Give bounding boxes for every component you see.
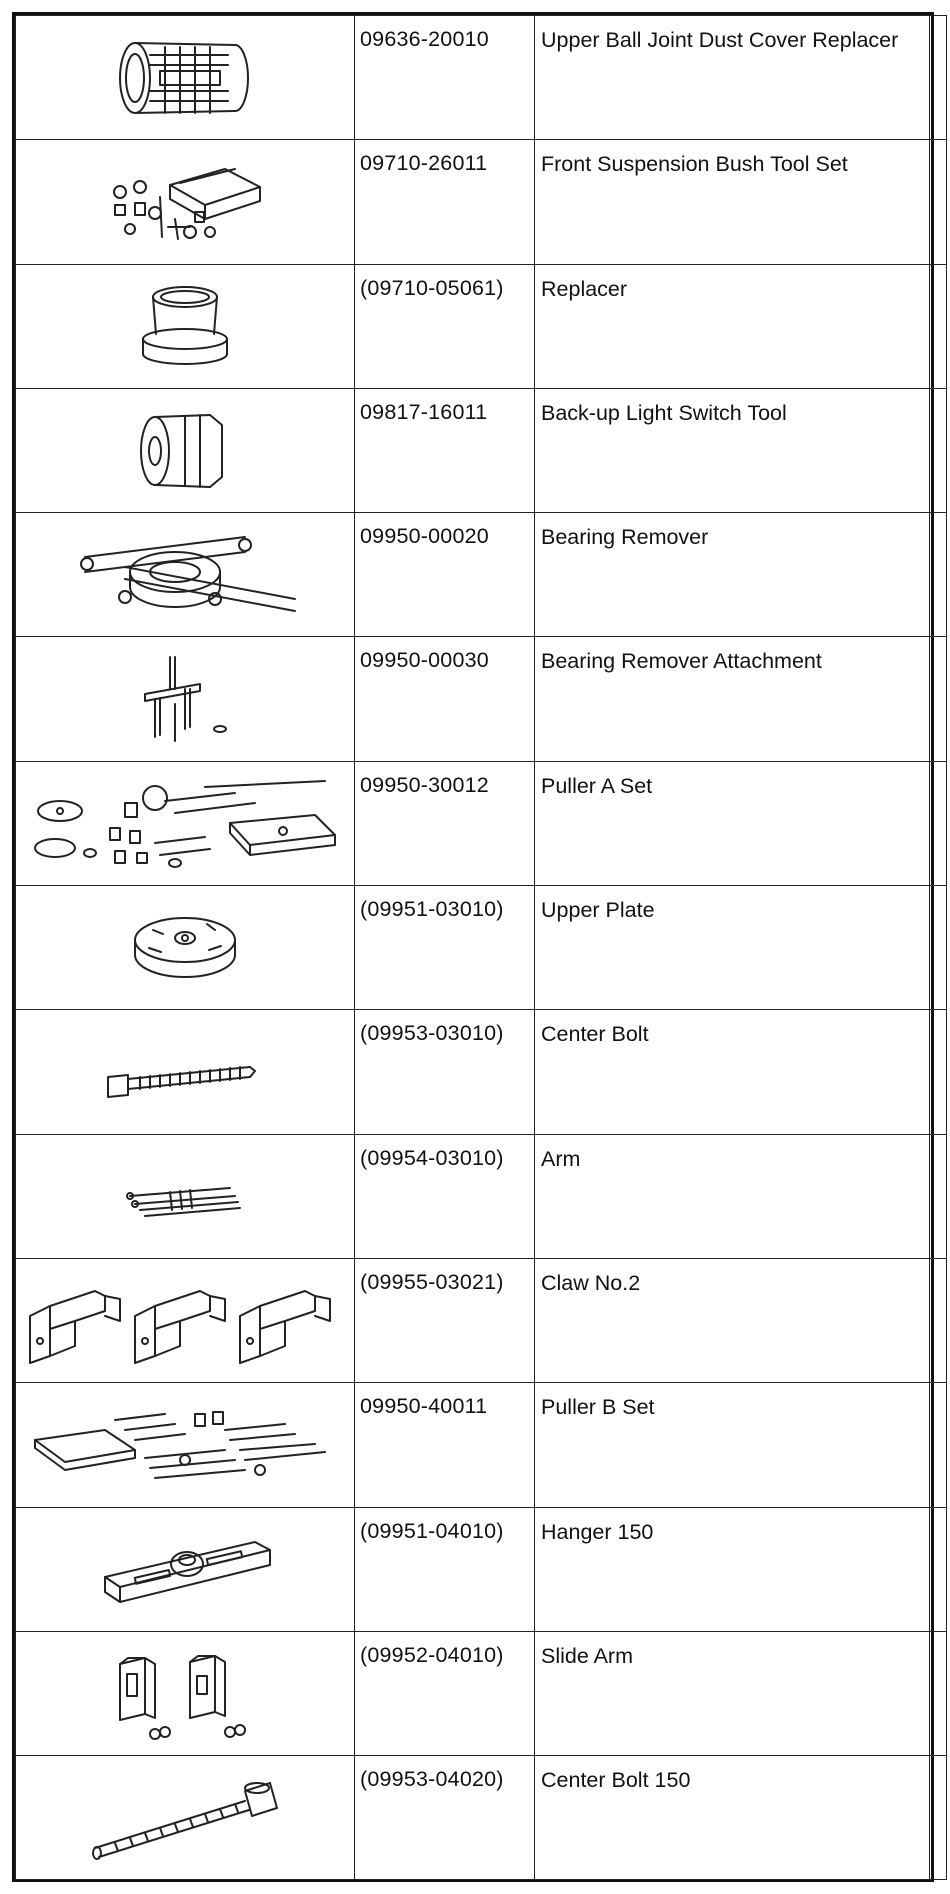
blank-cell bbox=[930, 1631, 947, 1755]
blank-cell bbox=[930, 1258, 947, 1382]
tool-illustration-cell bbox=[16, 388, 355, 512]
puller-set-icon bbox=[25, 1400, 345, 1490]
tool-illustration-cell bbox=[16, 761, 355, 885]
tool-illustration-cell bbox=[16, 637, 355, 761]
cylinder-replacer-icon bbox=[110, 33, 260, 123]
table-row bbox=[16, 140, 947, 264]
part-number: 09950-40011 bbox=[355, 1383, 535, 1507]
tool-name: Slide Arm bbox=[535, 1631, 930, 1755]
blank-cell bbox=[930, 513, 947, 637]
bearing-remover-icon bbox=[65, 527, 305, 622]
tool-name: Front Suspension Bush Tool Set bbox=[535, 140, 930, 264]
blank-cell bbox=[930, 388, 947, 512]
blank-cell bbox=[930, 886, 947, 1010]
blank-cell bbox=[930, 637, 947, 761]
cup-replacer-icon bbox=[130, 279, 240, 374]
tool-name: Hanger 150 bbox=[535, 1507, 930, 1631]
tool-illustration-cell bbox=[16, 1258, 355, 1382]
tool-name: Bearing Remover bbox=[535, 513, 930, 637]
tool-table bbox=[15, 15, 947, 1880]
blank-cell bbox=[930, 1383, 947, 1507]
blank-cell bbox=[930, 1756, 947, 1880]
blank-cell bbox=[930, 761, 947, 885]
table-row bbox=[16, 1756, 947, 1880]
blank-cell bbox=[930, 140, 947, 264]
part-number: 09817-16011 bbox=[355, 388, 535, 512]
table-row bbox=[16, 1631, 947, 1755]
blank-cell bbox=[930, 1010, 947, 1134]
part-number: (09953-04020) bbox=[355, 1756, 535, 1880]
table-row bbox=[16, 637, 947, 761]
part-number: (09954-03010) bbox=[355, 1134, 535, 1258]
part-number: 09950-00030 bbox=[355, 637, 535, 761]
table-row bbox=[16, 761, 947, 885]
tool-name: Claw No.2 bbox=[535, 1258, 930, 1382]
slide-arm-icon bbox=[110, 1644, 260, 1744]
table-row bbox=[16, 1010, 947, 1134]
tool-name: Back-up Light Switch Tool bbox=[535, 388, 930, 512]
puller-set-icon bbox=[25, 773, 345, 873]
table-row bbox=[16, 264, 947, 388]
part-number: 09950-30012 bbox=[355, 761, 535, 885]
tool-name: Puller A Set bbox=[535, 761, 930, 885]
tool-illustration-cell bbox=[16, 1631, 355, 1755]
tool-table-frame bbox=[12, 12, 934, 1882]
blank-cell bbox=[930, 1134, 947, 1258]
tool-name: Upper Plate bbox=[535, 886, 930, 1010]
tool-illustration-cell bbox=[16, 1383, 355, 1507]
tool-set-icon bbox=[100, 157, 270, 247]
hanger-icon bbox=[95, 1522, 275, 1617]
bolt-icon bbox=[100, 1037, 270, 1107]
blank-cell bbox=[930, 16, 947, 140]
table-row bbox=[16, 513, 947, 637]
tool-illustration-cell bbox=[16, 1756, 355, 1880]
tool-name: Puller B Set bbox=[535, 1383, 930, 1507]
tool-name: Arm bbox=[535, 1134, 930, 1258]
table-row bbox=[16, 886, 947, 1010]
table-row bbox=[16, 16, 947, 140]
part-number: (09955-03021) bbox=[355, 1258, 535, 1382]
part-number: (09952-04010) bbox=[355, 1631, 535, 1755]
arms-icon bbox=[120, 1166, 250, 1226]
tool-name: Center Bolt bbox=[535, 1010, 930, 1134]
table-row bbox=[16, 1258, 947, 1382]
table-row bbox=[16, 1134, 947, 1258]
part-number: 09710-26011 bbox=[355, 140, 535, 264]
table-row bbox=[16, 388, 947, 512]
plate-icon bbox=[125, 900, 245, 995]
tool-illustration-cell bbox=[16, 513, 355, 637]
table-row bbox=[16, 1383, 947, 1507]
long-bolt-icon bbox=[85, 1773, 285, 1863]
blank-cell bbox=[930, 264, 947, 388]
tool-name: Upper Ball Joint Dust Cover Replacer bbox=[535, 16, 930, 140]
tool-illustration-cell bbox=[16, 1010, 355, 1134]
tool-name: Bearing Remover Attachment bbox=[535, 637, 930, 761]
tool-illustration-cell bbox=[16, 264, 355, 388]
part-number: 09950-00020 bbox=[355, 513, 535, 637]
tool-name: Replacer bbox=[535, 264, 930, 388]
socket-tool-icon bbox=[130, 401, 240, 501]
tool-name: Center Bolt 150 bbox=[535, 1756, 930, 1880]
blank-cell bbox=[930, 1507, 947, 1631]
part-number: (09951-04010) bbox=[355, 1507, 535, 1631]
tool-illustration-cell bbox=[16, 16, 355, 140]
tool-illustration-cell bbox=[16, 140, 355, 264]
tool-illustration-cell bbox=[16, 1134, 355, 1258]
part-number: (09953-03010) bbox=[355, 1010, 535, 1134]
table-row bbox=[16, 1507, 947, 1631]
tool-illustration-cell bbox=[16, 1507, 355, 1631]
tool-illustration-cell bbox=[16, 886, 355, 1010]
part-number: (09710-05061) bbox=[355, 264, 535, 388]
part-number: (09951-03010) bbox=[355, 886, 535, 1010]
part-number: 09636-20010 bbox=[355, 16, 535, 140]
claw-icon bbox=[25, 1271, 345, 1371]
attachment-icon bbox=[130, 649, 240, 749]
